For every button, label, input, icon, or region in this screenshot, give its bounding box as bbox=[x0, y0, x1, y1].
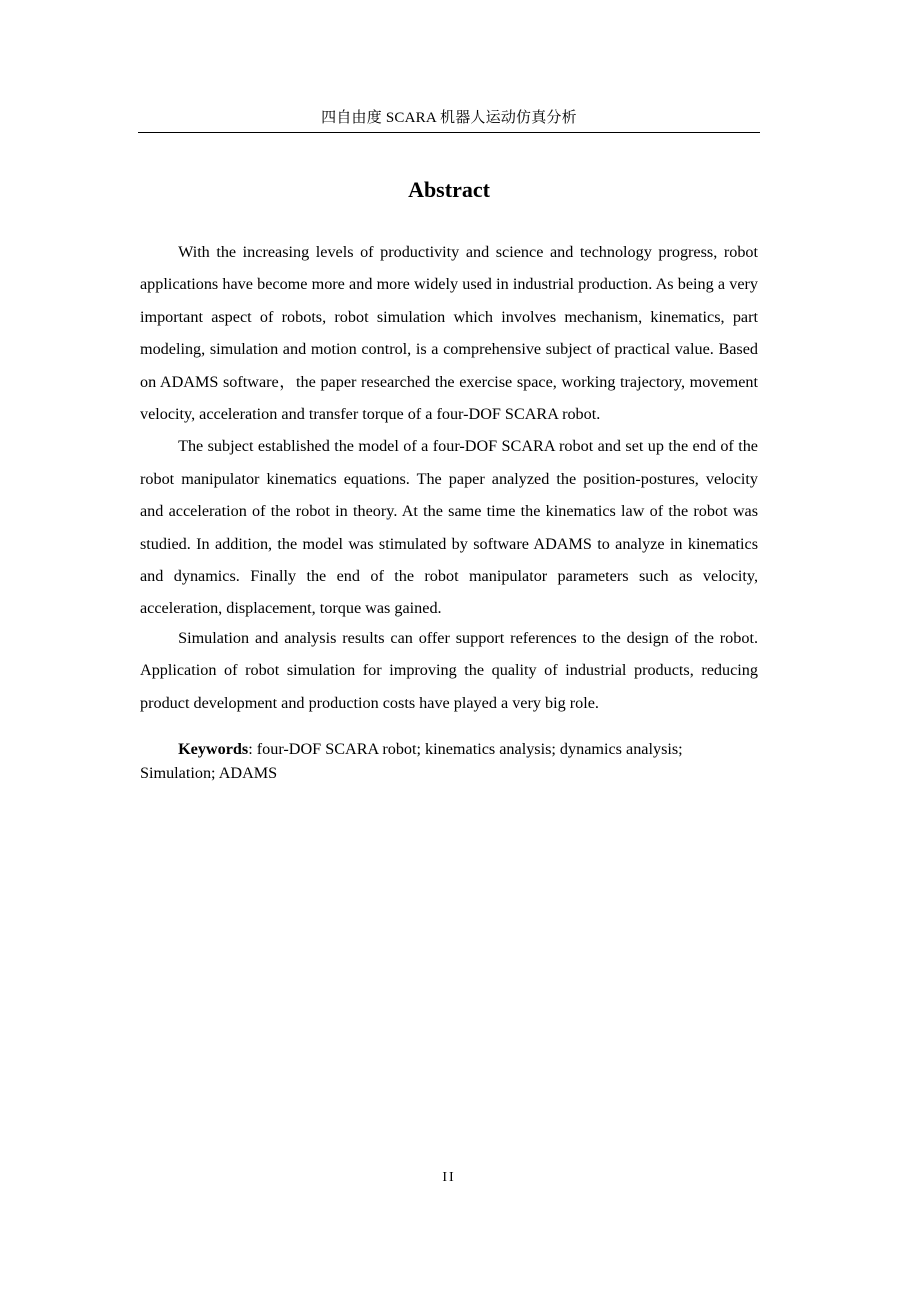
running-header bbox=[138, 104, 760, 133]
abstract-paragraph-2: The subject established the model of a four-DOF SCARA robot and set up the end of the robot manipulator kinematics equations. The paper analyzed the position-postures, velocity and acceleration of the robot in theory. At the same time the kinematics law of the robot was studied. In addition, the model was stimulated by software ADAMS to analyze in kinematics and dynamics. Finally the end of the robot manipulator parameters such as velocity, acceleration, displacement, torque was gained. bbox=[140, 437, 758, 618]
keywords-line bbox=[140, 737, 758, 785]
running-title: 四自由度 SCARA 机器人运动仿真分析 bbox=[321, 110, 577, 126]
page-number: II bbox=[442, 1170, 456, 1185]
keywords-label: Keywords bbox=[178, 740, 249, 759]
abstract-paragraph-3: Simulation and analysis results can offer support references to the design of the robot. Application of robot simulation for improving the quality of industrial products, reducing product development and production costs have played a very big role. bbox=[140, 628, 758, 712]
abstract-paragraph-1: With the increasing levels of productivity and science and technology progress, robot applications have become more and more widely used in industrial production. As being a very important aspect of robots, robot simulation which involves mechanism, kinematics, part modeling, simulation and motion control, is a comprehensive subject of practical value. Based on ADAMS software，the paper researched the exercise space, working trajectory, movement velocity, acceleration and transfer torque of a four-DOF SCARA robot. bbox=[140, 243, 758, 424]
abstract-body bbox=[140, 236, 758, 785]
keywords-list: : four-DOF SCARA robot; kinematics analysis; dynamics analysis; Simulation; ADAMS bbox=[140, 740, 683, 783]
abstract-title: Abstract bbox=[408, 177, 490, 202]
